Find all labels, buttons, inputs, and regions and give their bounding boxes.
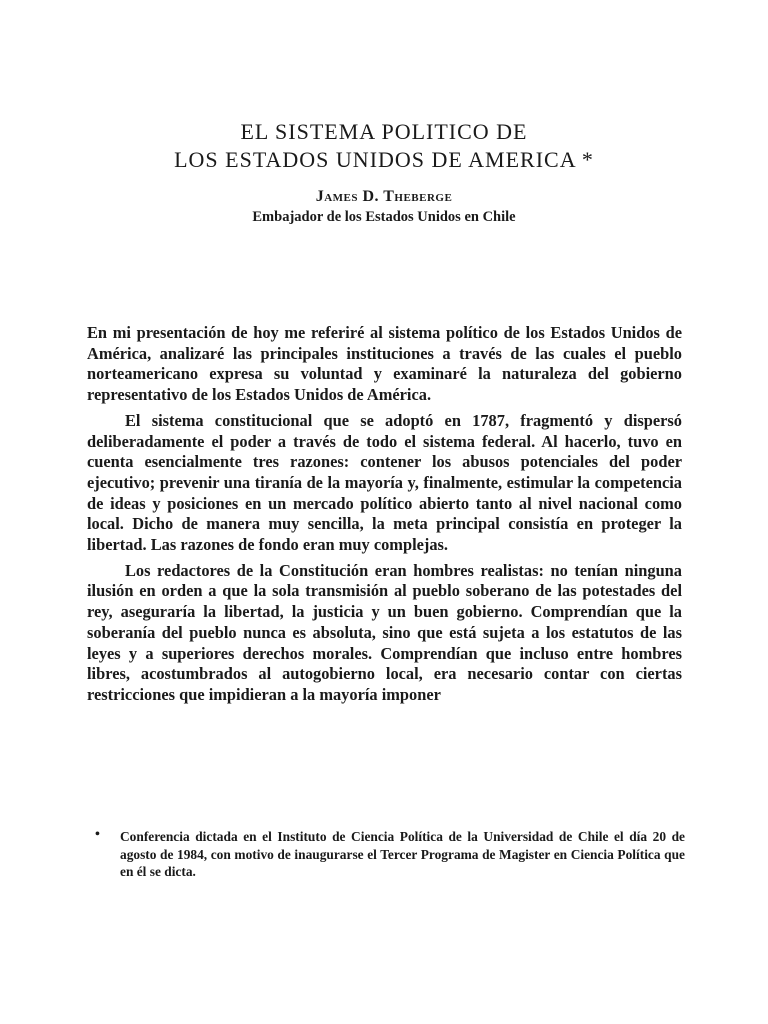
title-line-2: LOS ESTADOS UNIDOS DE AMERICA * [174,147,594,172]
footnote-marker: • [95,827,100,842]
article-body [87,323,682,711]
paragraph-3: Los redactores de la Constitución eran hombres realistas: no tenían ninguna ilusión en orden a que la sola transmisión al pueblo soberano de las potestades del rey, aseguraría la libertad, la justicia y un buen gobierno. Comprendían que la soberanía del pueblo nunca es absoluta, sino que está sujeta a los estatutos de las leyes y a superiores derechos morales. Comprendían que incluso entre hombres libres, acostumbrados al autogobierno local, era necesario contar con ciertas restricciones que impidieran a la mayoría imponer [87,560,682,704]
footnote [95,828,685,881]
author-affiliation: Embajador de los Estados Unidos en Chile [252,209,516,225]
author-name: James D. Theberge [315,188,453,205]
paragraph-1: En mi presentación de hoy me referiré al sistema político de los Estados Unidos de América, analizaré las principales instituciones a través de las cuales el pueblo norteamericano expresa su voluntad y examinaré la naturaleza del gobierno representativo de los Estados Unidos de América. [87,323,682,405]
title-line-1: EL SISTEMA POLITICO DE [240,119,528,144]
footnote-text: Conferencia dictada en el Instituto de Ciencia Política de la Universidad de Chile el día 20 de agosto de 1984, con motivo de inaugurarse el Tercer Programa de Magister en Ciencia Política que en él se dicta. [120,829,685,879]
paragraph-2: El sistema constitucional que se adoptó en 1787, fragmentó y dispersó deliberadamente el poder a través de todo el sistema federal. Al hacerlo, tuvo en cuenta esencialmente tres razones: contener los abusos potenciales del poder ejecutivo; prevenir una tiranía de la mayoría y, finalmente, estimular la competencia de ideas y posiciones en un mercado político abierto tanto al nivel nacional como local. Dicho de manera muy sencilla, la meta principal consistía en proteger la libertad. Las razones de fondo eran muy complejas. [87,410,682,555]
article-title [0,118,768,174]
